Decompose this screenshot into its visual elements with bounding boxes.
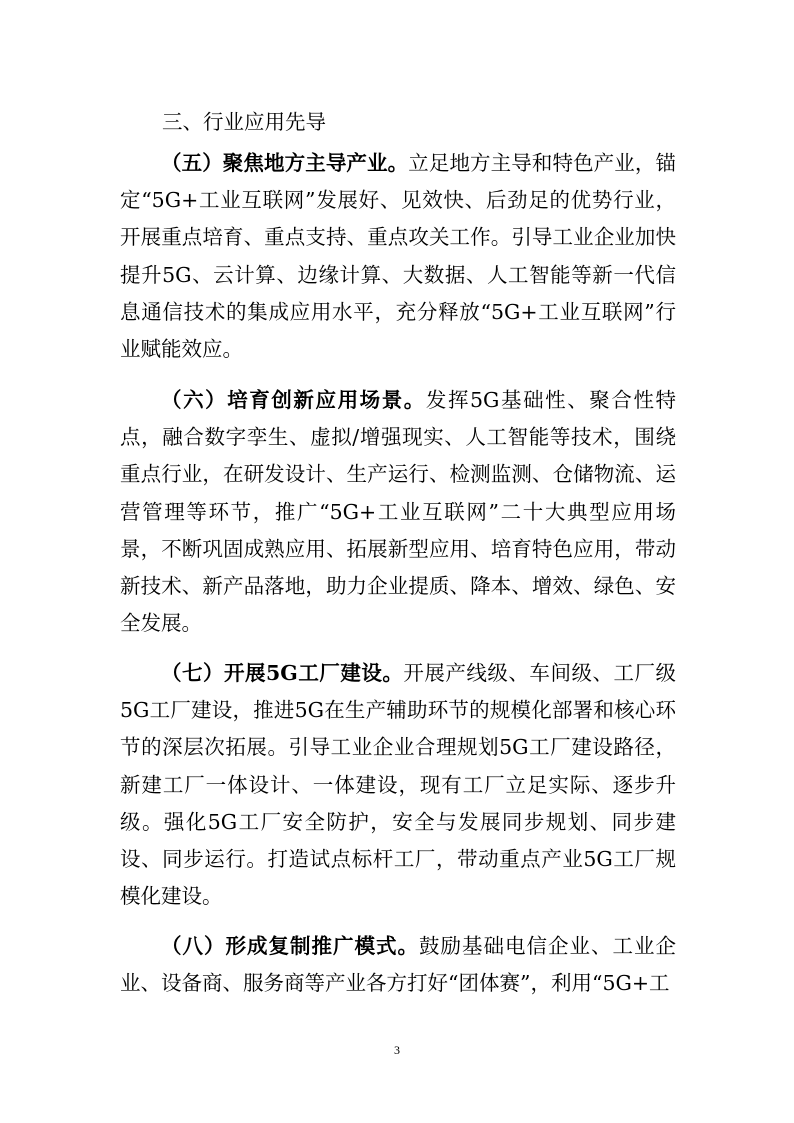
paragraph-8 bbox=[120, 928, 676, 1002]
paragraph-lead: （八）形成复制推广模式。 bbox=[161, 934, 419, 958]
paragraph-body: 发挥5G基础性、聚合性特点，融合数字孪生、虚拟/增强现实、人工智能等技术，围绕重点行业，在研发设计、生产运行、检测监测、仓储物流、运营管理等环节，推广“5G+工业互联网”二十大典型应用场景，不断巩固成熟应用、拓展新型应用、培育特色应用，带动新技术、新产品落地，助力企业提质、降本、增效、绿色、安全发展。 bbox=[120, 388, 677, 636]
paragraph-body: 开展产线级、车间级、工厂级5G工厂建设，推进5G在生产辅助环节的规模化部署和核心环节的深层次拓展。引导工业企业合理规划5G工厂建设路径，新建工厂一体设计、一体建设，现有工厂立足实际、逐步升级。强化5G工厂安全防护，安全与发展同步规划、同步建设、同步运行。打造试点标杆工厂，带动重点产业5G工厂规模化建设。 bbox=[120, 661, 676, 909]
paragraph-body: 鼓励基础电信企业、工业企业、设备商、服务商等产业各方打好“团体赛”，利用“5G+工 bbox=[120, 934, 676, 996]
paragraph-lead: （五）聚焦地方主导产业。 bbox=[161, 151, 409, 175]
paragraph-6 bbox=[120, 382, 676, 642]
paragraph-5 bbox=[120, 145, 676, 368]
paragraph-lead: （六）培育创新应用场景。 bbox=[161, 388, 426, 412]
paragraph-7 bbox=[120, 655, 676, 915]
paragraph-body: 立足地方主导和特色产业，锚定“5G+工业互联网”发展好、见效快、后劲足的优势行业，开展重点培育、重点支持、重点攻关工作。引导工业企业加快提升5G、云计算、边缘计算、大数据、人工智能等新一代信息通信技术的集成应用水平，充分释放“5G+工业互联网”行业赋能效应。 bbox=[120, 151, 676, 362]
page-number: 3 bbox=[394, 1043, 400, 1057]
paragraph-lead: （七）开展5G工厂建设。 bbox=[161, 661, 404, 685]
section-heading: 三、行业应用先导 bbox=[162, 110, 326, 134]
